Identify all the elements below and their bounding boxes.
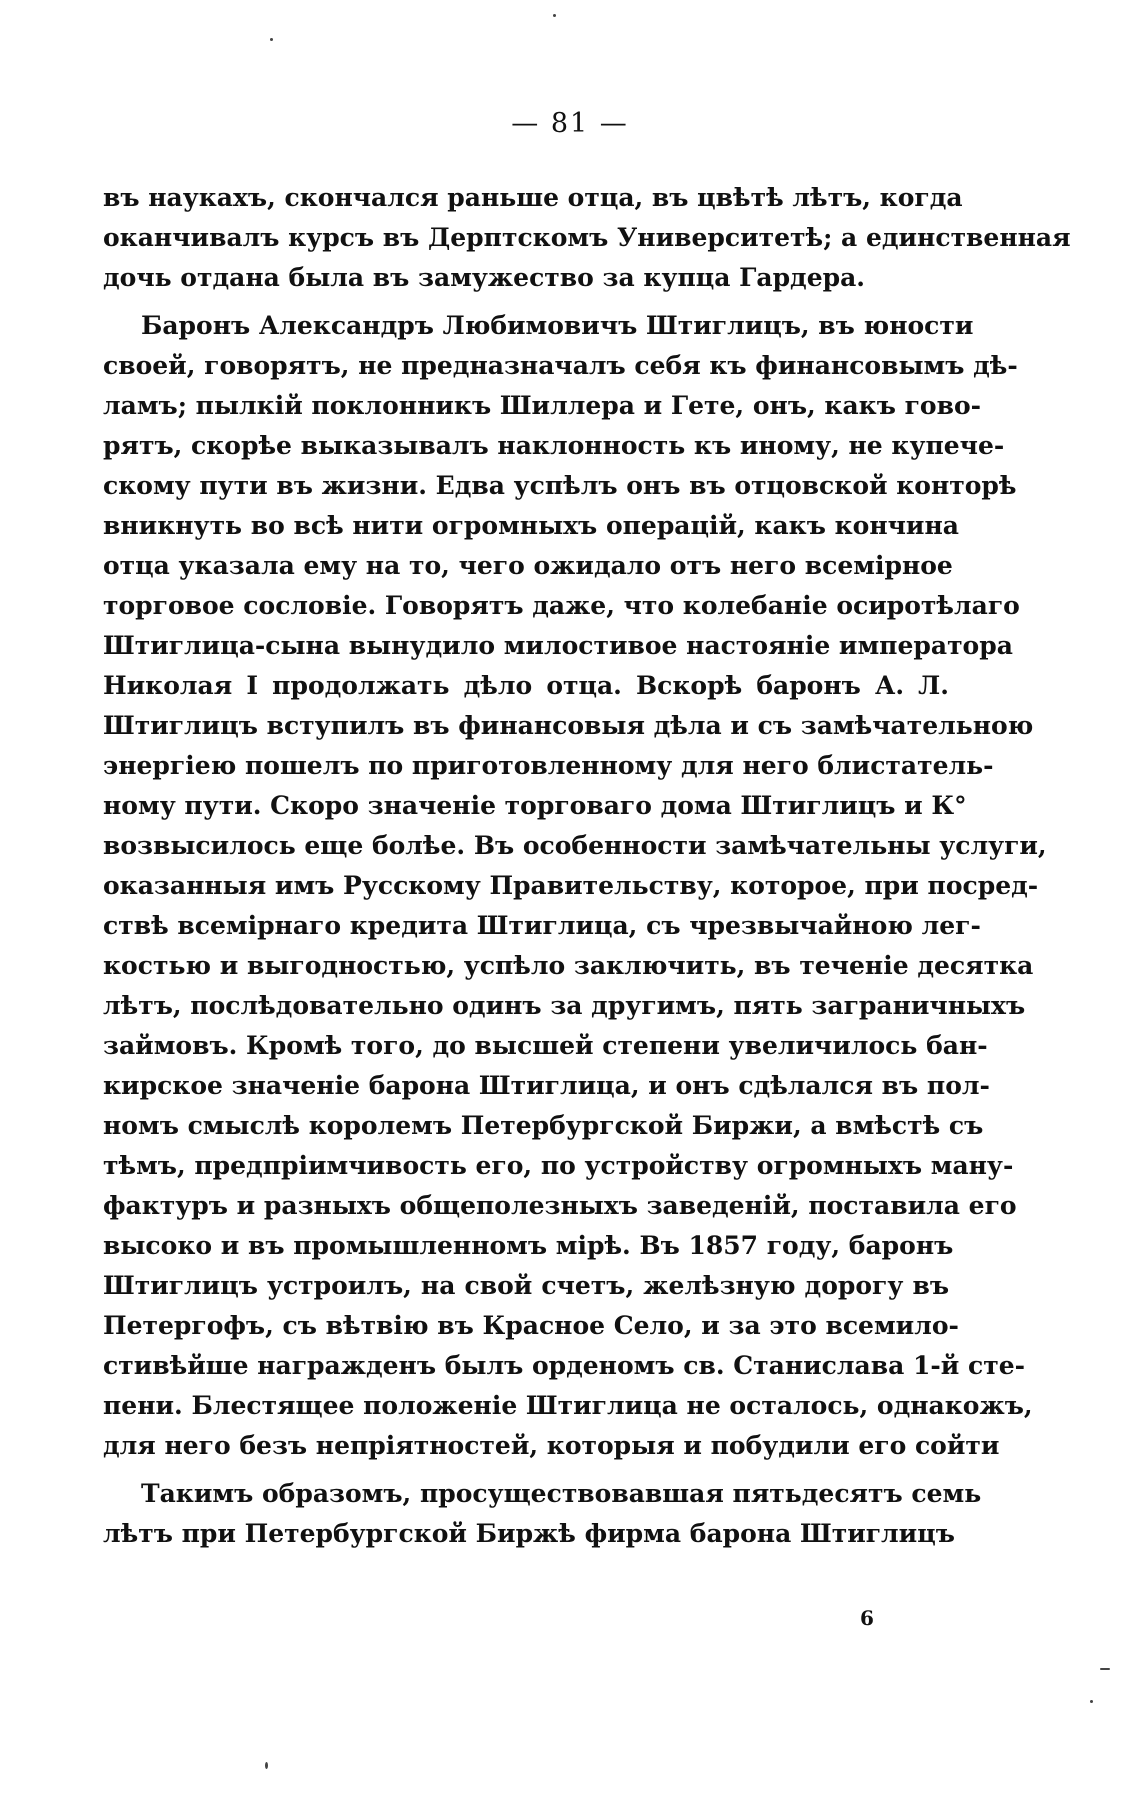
- text-line: торговое сословіе. Говорятъ даже, что колебаніе осиротѣлаго: [103, 591, 1020, 620]
- text-line: фактуръ и разныхъ общеполезныхъ заведеній, поставила его: [103, 1191, 1017, 1220]
- text-line: номъ смыслѣ королемъ Петербургской Биржи, а вмѣстѣ съ: [103, 1111, 984, 1140]
- text-line: Николая I продолжать дѣло отца. Вскорѣ баронъ А. Л.: [103, 671, 949, 700]
- text-line: рятъ, скорѣе выказывалъ наклонность къ иному, не купече-: [103, 431, 1005, 460]
- paragraph: [103, 306, 1047, 1466]
- scan-speck: [553, 14, 556, 17]
- text-line: займовъ. Кромѣ того, до высшей степени увеличилось бан-: [103, 1031, 988, 1060]
- text-line: ламъ; пылкій поклонникъ Шиллера и Гете, онъ, какъ гово-: [103, 391, 982, 420]
- text-line: лѣтъ при Петербургской Биржѣ фирма барона Штиглицъ: [103, 1519, 955, 1548]
- text-line: для него безъ непріятностей, которыя и побудили его сойти: [103, 1431, 1000, 1460]
- text-line: скому пути въ жизни. Едва успѣлъ онъ въ отцовской конторѣ: [103, 471, 1017, 500]
- text-line: Штиглицъ вступилъ въ финансовыя дѣла и съ замѣчательною: [103, 711, 1034, 740]
- text-line: кирское значеніе барона Штиглица, и онъ сдѣлался въ пол-: [103, 1071, 990, 1100]
- text-line: возвысилось еще болѣе. Въ особенности замѣчательны услуги,: [103, 831, 1047, 860]
- paragraph: [103, 1474, 982, 1554]
- scan-speck: [270, 38, 273, 41]
- text-line: въ наукахъ, скончался раньше отца, въ цвѣтѣ лѣтъ, когда: [103, 183, 963, 212]
- text-line: Петергофъ, съ вѣтвію въ Красное Село, и за это всемило-: [103, 1311, 959, 1340]
- paragraph: [103, 178, 1071, 298]
- text-line: отца указала ему на то, чего ожидало отъ него всемірное: [103, 551, 953, 580]
- text-line: Штиглицъ устроилъ, на свой счетъ, желѣзную дорогу въ: [103, 1271, 949, 1300]
- signature-mark: 6: [860, 1606, 874, 1630]
- scan-speck: [1090, 1700, 1093, 1703]
- text-line: пени. Блестящее положеніе Штиглица не осталось, однакожъ,: [103, 1391, 1033, 1420]
- text-line: Штиглица-сына вынудило милостивое настояніе императора: [103, 631, 1013, 660]
- scan-speck: [265, 1762, 268, 1769]
- text-line: оказанныя имъ Русскому Правительству, которое, при посред-: [103, 871, 1039, 900]
- paragraph-gap: [103, 1466, 949, 1474]
- text-line: энергіею пошелъ по приготовленному для него блистатель-: [103, 751, 994, 780]
- text-line: своей, говорятъ, не предназначалъ себя къ финансовымъ дѣ-: [103, 351, 1018, 380]
- text-line: Такимъ образомъ, просуществовавшая пятьдесятъ семь: [141, 1479, 982, 1508]
- text-line: костью и выгодностью, успѣло заключить, въ теченіе десятка: [103, 951, 1034, 980]
- body-text: [103, 178, 1071, 1554]
- text-line: ному пути. Скоро значеніе торговаго дома Штиглицъ и К°: [103, 791, 967, 820]
- page-number: — 81 —: [511, 108, 629, 139]
- text-line: дочь отдана была въ замужество за купца Гардера.: [103, 263, 866, 292]
- text-line: стивѣйше награжденъ былъ орденомъ св. Станислава 1-й сте-: [103, 1351, 1026, 1380]
- scan-speck: [1100, 1668, 1110, 1670]
- text-line: лѣтъ, послѣдовательно одинъ за другимъ, пять заграничныхъ: [103, 991, 1026, 1020]
- text-line: Баронъ Александръ Любимовичъ Штиглицъ, въ юности: [141, 311, 974, 340]
- text-line: тѣмъ, предпріимчивость его, по устройству огромныхъ ману-: [103, 1151, 1014, 1180]
- text-line: вникнуть во всѣ нити огромныхъ операцій, какъ кончина: [103, 511, 959, 540]
- text-line: высоко и въ промышленномъ мірѣ. Въ 1857 году, баронъ: [103, 1231, 954, 1260]
- paragraph-gap: [103, 298, 949, 306]
- text-line: оканчивалъ курсъ въ Дерптскомъ Университетѣ; а единственная: [103, 223, 1071, 252]
- text-line: ствѣ всемірнаго кредита Штиглица, съ чрезвычайною лег-: [103, 911, 981, 940]
